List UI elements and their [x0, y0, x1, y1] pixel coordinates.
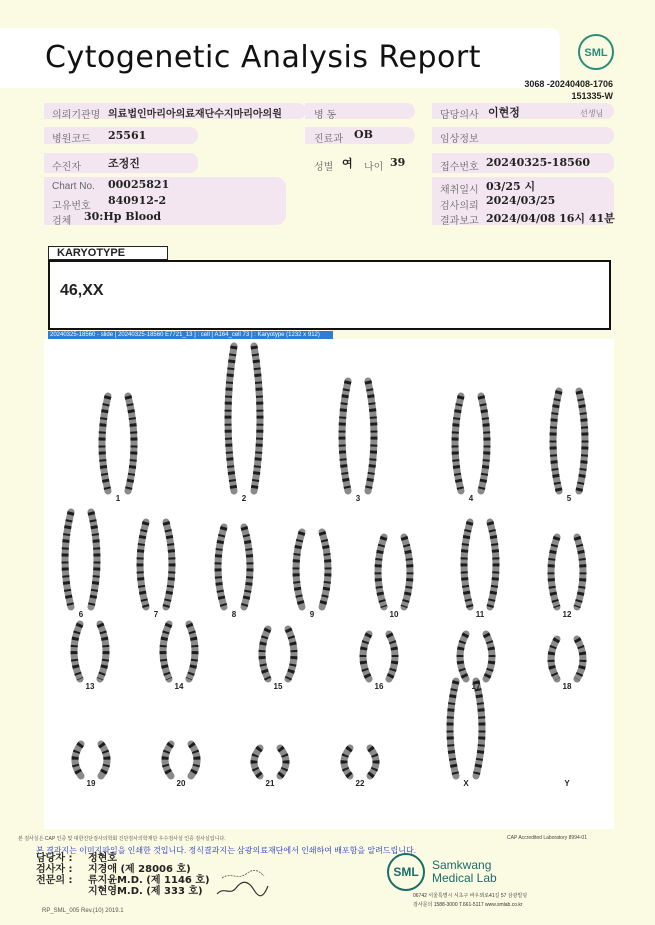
chart-value: 00025821 — [108, 178, 170, 191]
chromosome-8-b — [244, 527, 250, 607]
staff-row-manager: 담당자 : 정현호 — [36, 853, 117, 864]
receipt-value: 20240325-18560 — [486, 156, 591, 169]
chromosome-label-12: 12 — [562, 610, 572, 619]
chromosome-label-2: 2 — [241, 494, 247, 503]
physician-value: 이현정 — [488, 106, 520, 119]
chromosome-label-21: 21 — [265, 779, 275, 788]
chromosome-label-13: 13 — [85, 682, 95, 691]
hospital-code-label: 병원코드 — [52, 134, 91, 145]
address: 06742 서울특별시 서초구 바우뫼로41길 57 삼광빌딩 검사문의 1588-3000 T.661-5117 www.smlab.co.kr — [413, 893, 528, 908]
chromosome-label-14: 14 — [174, 682, 184, 691]
chromosome-bands-5-a — [553, 391, 559, 491]
chromosome-figures — [65, 346, 585, 776]
sml-badge-icon — [576, 32, 616, 72]
hospital-code-value: 25561 — [108, 129, 147, 142]
chromosome-label-X: X — [463, 779, 469, 788]
specimen-value: 30:Hp Blood — [84, 210, 162, 223]
chromosome-label-15: 15 — [273, 682, 283, 691]
chromosome-12-a — [551, 537, 557, 607]
physician-suffix: 선생님 — [580, 109, 604, 118]
signature-image — [212, 866, 272, 902]
karyotype-value: 46,XX — [60, 282, 104, 299]
chromosome-10-a — [378, 537, 384, 607]
clinical-label: 임상정보 — [440, 134, 479, 145]
svg-text:SML: SML — [584, 47, 608, 59]
chromosome-12-b — [577, 537, 583, 607]
patient-value: 조정진 — [108, 157, 140, 170]
result-value: 2024/04/08 16시 41분 — [486, 212, 615, 225]
chromosome-label-16: 16 — [374, 682, 384, 691]
chromosome-label-17: 17 — [471, 682, 481, 691]
form-code: RP_SML_005 Rev.(10) 2019.1 — [42, 908, 124, 914]
chromosome-10-b — [404, 537, 410, 607]
staff-row-specialist-2: 지현영M.D. (제 333 호) — [88, 886, 203, 897]
chromosome-label-11: 11 — [475, 610, 485, 619]
chromosome-label-3: 3 — [355, 494, 361, 503]
collect-label: 채취일시 — [440, 185, 479, 196]
chromosome-label-20: 20 — [176, 779, 186, 788]
karyogram-image — [44, 339, 614, 829]
chromosome-label-1: 1 — [115, 494, 121, 503]
staff-row-examiner: 검사자 : 지경애 (제 28006 호) — [36, 864, 191, 875]
age-value: 39 — [390, 156, 406, 169]
specimen-label: 검체 — [52, 216, 72, 227]
chromosome-label-7: 7 — [153, 610, 159, 619]
chromosome-label-5: 5 — [566, 494, 572, 503]
unique-label: 고유번호 — [52, 201, 91, 212]
karyotype-box — [48, 260, 611, 330]
image-caption: 20240325-18560 - slide [ 20240325-18560 E7721_13 ] : cell [ A164_cell 73 ] : Karyotype (1232 x 912) — [48, 331, 333, 339]
document-code: 3068 -20240408-1706 151335-W — [524, 79, 613, 101]
age-label: 나이 — [364, 162, 384, 173]
ward-label: 병 동 — [314, 110, 337, 121]
report-title: Cytogenetic Analysis Report — [45, 40, 482, 75]
collect-value: 03/25 시 — [486, 180, 536, 193]
chromosome-8-a — [218, 527, 224, 607]
karyotype-tab: KARYOTYPE — [48, 246, 168, 260]
dept-value: OB — [354, 128, 373, 141]
chromosome-label-22: 22 — [355, 779, 365, 788]
chromosome-label-10: 10 — [389, 610, 399, 619]
request-value: 2024/03/25 — [486, 194, 556, 207]
chromosome-label-4: 4 — [468, 494, 474, 503]
dept-label: 진료과 — [314, 134, 343, 145]
institution-value: 의료법인마리아의료재단수지마리아의원 — [108, 109, 282, 120]
chromosome-label-18: 18 — [562, 682, 572, 691]
chromosome-label-6: 6 — [78, 610, 84, 619]
request-label: 검사의뢰 — [440, 201, 479, 212]
svg-text:SML: SML — [393, 865, 419, 879]
chromosome-label-19: 19 — [86, 779, 96, 788]
chromosome-label-9: 9 — [309, 610, 315, 619]
physician-label: 담당의사 — [440, 110, 479, 121]
print-notice: 본 결과지는 이미지파일을 인쇄한 것입니다. 정식결과지는 삼광의료재단에서 인쇄하여 배포함을 알려드립니다. — [36, 846, 416, 855]
accreditation-note: 본 검사실은 CAP 인증 및 대한진단검사의학회 진단검사의학재단 우수검사실 인증 검사실입니다. — [18, 836, 226, 842]
patient-label: 수진자 — [52, 162, 81, 173]
logo-text: Samkwang Medical Lab — [432, 858, 497, 885]
chart-label: Chart No. — [52, 181, 95, 192]
chromosome-bands-5-b — [579, 391, 585, 491]
result-label: 결과보고 — [440, 216, 479, 227]
staff-list — [36, 853, 210, 897]
institution-label: 의뢰기관명 — [52, 110, 101, 121]
staff-row-specialist-1: 전문의 : 류지윤M.D. (제 1146 호) — [36, 875, 210, 886]
chromosome-label-8: 8 — [231, 610, 237, 619]
sex-label: 성별 — [314, 162, 334, 173]
sex-value: 여 — [342, 157, 353, 170]
receipt-label: 접수번호 — [440, 162, 479, 173]
unique-value: 840912-2 — [108, 194, 167, 207]
cap-note: CAP Accredited Laboratory 8994-01 — [507, 835, 587, 841]
chromosome-label-Y: Y — [564, 779, 570, 788]
